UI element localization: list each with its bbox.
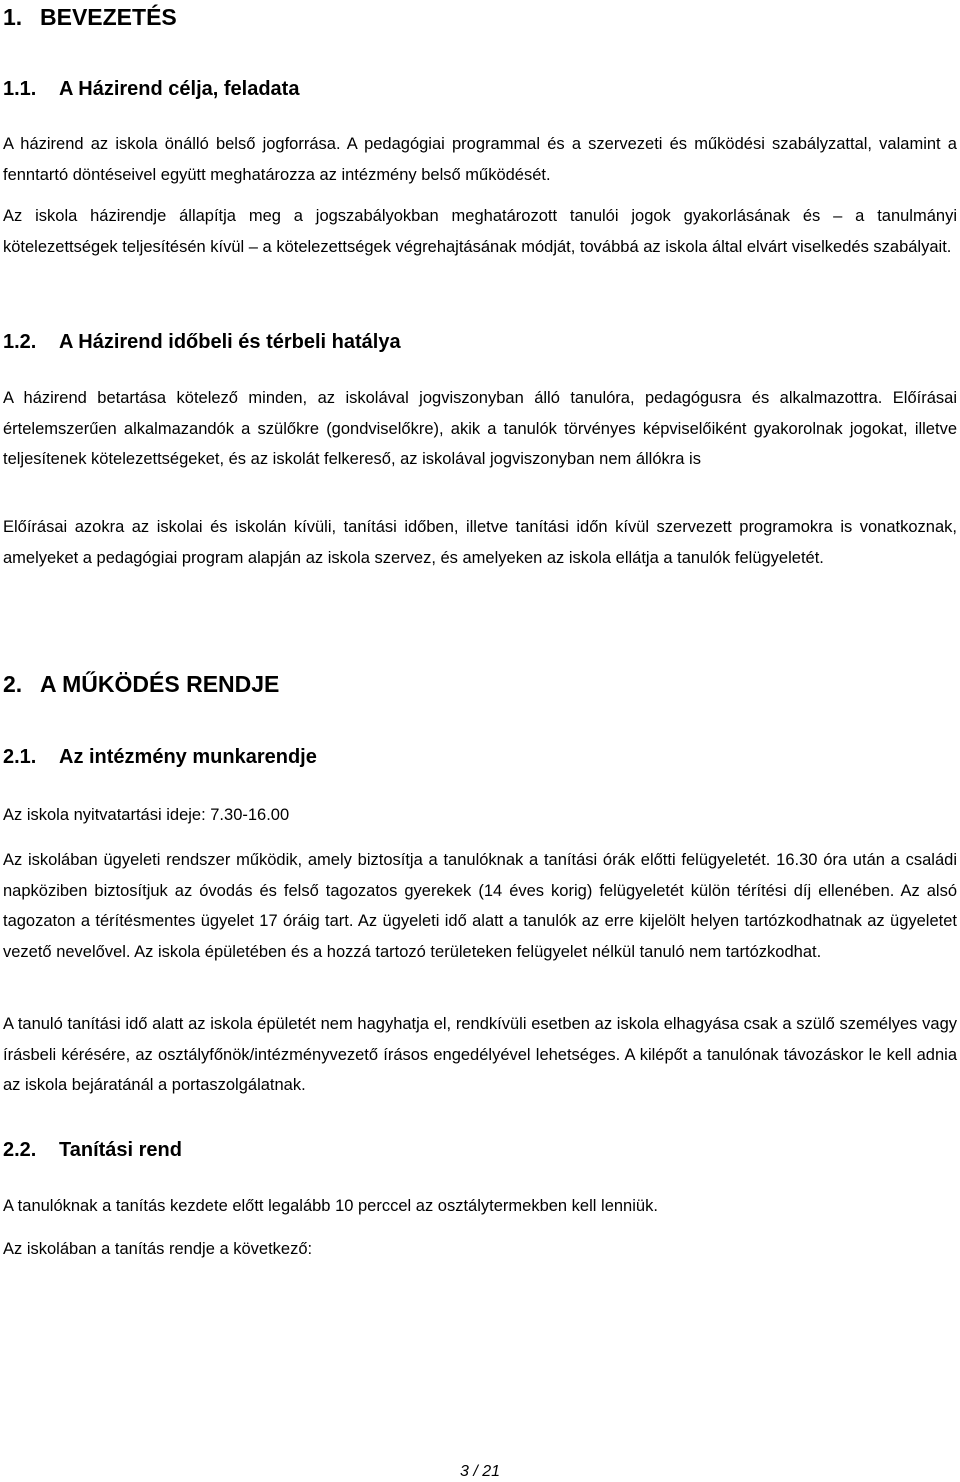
paragraph: Az iskolában ügyeleti rendszer működik, amely biztosítja a tanulóknak a tanítási órák előtti felügyeletét. 16.30 óra után a családi napköziben biztosítjuk az óvodás és felső tagozatos gyerekek (14 éves korig) felügyeletét külön térítési díj ellenében. Az alsó tagozaton a térítésmentes ügyelet 17 óráig tart. Az ügyeleti idő alatt a tanulók az erre kijelölt helyen tartózkodhatnak az ügyeletet vezető nevelővel. Az iskola épületében és a hozzá tartozó területeken felügyelet nélkül tanuló nem tartózkodhat.	[3, 851, 957, 961]
section-title: BEVEZETÉS	[40, 4, 177, 30]
subsection-title: Tanítási rend	[59, 1139, 182, 1161]
section-heading-2	[3, 669, 279, 699]
subsection-number: 2.2.	[3, 1139, 37, 1161]
subsection-title: A Házirend időbeli és térbeli hatálya	[59, 331, 401, 353]
subsection-heading-2-1	[3, 744, 317, 770]
paragraph: A házirend betartása kötelező minden, az iskolával jogviszonyban álló tanulóra, pedagógusra és alkalmazottra. Előírásai értelemszerűen alkalmazandók a szülőkre (gondviselőkre), akik a tanulók törvényes képviselőiként gyakorolnak jogokat, illetve teljesítenek kötelezettségeket, és az iskolát felkereső, az iskolával jogviszonyban nem állókra is	[3, 389, 957, 468]
paragraph: A tanuló tanítási idő alatt az iskola épületét nem hagyhatja el, rendkívüli esetben az iskola elhagyása csak a szülő személyes vagy írásbeli kérésére, az osztályfőnök/intézményvezető írásos engedélyével lehetséges. A kilépőt a tanulónak távozáskor le kell adnia az iskola bejáratánál a portaszolgálatnak.	[3, 1015, 957, 1094]
subsection-number: 2.1.	[3, 746, 37, 768]
subsection-number: 1.2.	[3, 331, 37, 353]
paragraph: A házirend az iskola önálló belső jogforrása. A pedagógiai programmal és a szervezeti és működési szabályzattal, valamint a fenntartó döntéseivel együtt meghatározza az intézmény belső működését.	[3, 135, 957, 184]
page-number: 3 / 21	[459, 1463, 501, 1480]
subsection-number: 1.1.	[3, 78, 37, 100]
subsection-heading-2-2	[3, 1137, 182, 1163]
subsection-title: A Házirend célja, feladata	[59, 78, 300, 100]
paragraph: Az iskola házirendje állapítja meg a jogszabályokban meghatározott tanulói jogok gyakorlásának és – a tanulmányi kötelezettségek teljesítésén kívül – a kötelezettségek végrehajtásának módját, továbbá az iskola által elvárt viselkedés szabályait.	[3, 207, 957, 256]
section-title: A MŰKÖDÉS RENDJE	[40, 671, 280, 697]
subsection-heading-1-1	[3, 76, 299, 102]
subsection-title: Az intézmény munkarendje	[59, 746, 317, 768]
section-number: 2.	[3, 671, 23, 697]
section-number: 1.	[3, 4, 23, 30]
paragraph: Előírásai azokra az iskolai és iskolán kívüli, tanítási időben, illetve tanítási időn kívül szervezett programokra is vonatkoznak, amelyeket a pedagógiai program alapján az iskola szervez, és amelyeken az iskola ellátja a tanulók felügyeletét.	[3, 518, 957, 567]
subsection-heading-1-2	[3, 329, 401, 355]
paragraph: Az iskola nyitvatartási ideje: 7.30-16.00	[3, 806, 290, 824]
paragraph: Az iskolában a tanítás rendje a következő:	[3, 1240, 313, 1258]
paragraph: A tanulóknak a tanítás kezdete előtt legalább 10 perccel az osztálytermekben kell lenniük.	[3, 1197, 658, 1215]
section-heading-1	[3, 2, 177, 32]
